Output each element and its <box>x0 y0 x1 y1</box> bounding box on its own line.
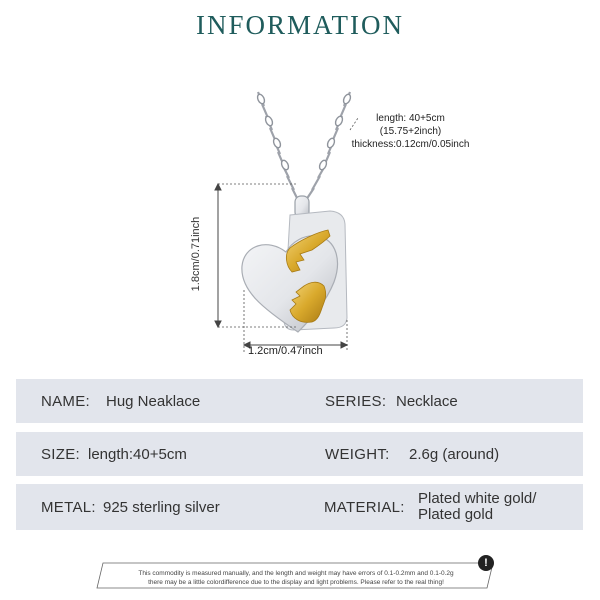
size-value: length:40+5cm <box>88 445 187 463</box>
weight-value: 2.6g (around) <box>409 445 500 463</box>
page-title: INFORMATION <box>195 10 404 40</box>
series-value: Necklace <box>396 392 458 410</box>
name-value: Hug Neaklace <box>106 392 201 410</box>
metal-value: 925 sterling silver <box>103 498 220 516</box>
weight-label: WEIGHT: <box>325 445 390 463</box>
chain-length-inch: (15.75+2inch) <box>379 126 442 137</box>
pendant-width-label: 1.2cm/0.47inch <box>248 345 323 357</box>
series-label: SERIES: <box>325 392 387 410</box>
material-label: MATERIAL: <box>324 498 405 516</box>
material-value-line2: Plated gold <box>418 506 494 523</box>
alert-icon: ! <box>478 555 494 571</box>
notice-line1: This commodity is measured manually, and the length and weight may have errors of 0.1-0.2mm and 0.1-0.2g <box>138 570 454 577</box>
notice-line2: there may be a little colordifference due to the display and light problems. Please refer to the real thing! <box>148 579 444 586</box>
size-label: SIZE: <box>41 445 81 463</box>
chain-thickness: thickness:0.12cm/0.05inch <box>351 139 470 150</box>
metal-label: METAL: <box>41 498 96 516</box>
chain-dimensions <box>343 112 478 151</box>
spec-row-size <box>16 432 583 476</box>
spec-row-metal <box>16 484 583 530</box>
material-value-line1: Plated white gold/ <box>418 490 537 507</box>
notice-text <box>95 569 497 587</box>
spec-row-name <box>16 379 583 423</box>
pendant-height-label: 1.8cm/0.71inch <box>190 216 202 292</box>
notice <box>95 560 497 590</box>
chain-length: length: 40+5cm <box>376 113 445 124</box>
material-value <box>418 484 536 530</box>
name-label: NAME: <box>41 392 91 410</box>
